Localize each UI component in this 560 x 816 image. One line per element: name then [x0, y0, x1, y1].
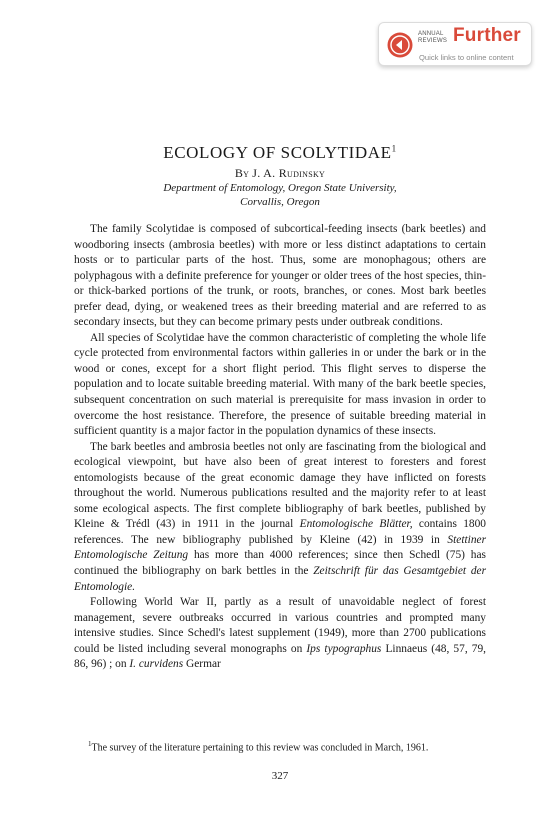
quick-links-caption: Quick links to online content	[419, 53, 514, 62]
paragraph-3: The bark beetles and ambrosia beetles not only are fascinating from the biological and ecological viewpoint, but have also been of great interest to foresters and forest entomologists because of the great economic damage they have inflicted on forests throughout the world. Numerous publications resulted and the majority refer to at least some ecological aspects. The first complete bibliography of bark beetles, published by Kleine & Trédl (43) in 1911 in the journal Entomologische Blätter, contains 1800 references. The new bibliography published by Kleine (42) in 1939 in Stettiner Entomologische Zeitung has more than 4000 references; since then Schedl (75) has continued the bibliography on bark bettles in the Zeitschrift für das Gesamtgebiet der Entomologie.	[74, 440, 487, 593]
author-byline: By J. A. Rudinsky	[234, 166, 326, 180]
page-number: 327	[271, 770, 289, 782]
footnote-mark: 1	[88, 740, 92, 748]
further-label: Further	[453, 25, 521, 46]
title-footnote-mark: 1	[391, 143, 397, 154]
annual-reviews-further-badge[interactable]	[378, 22, 532, 66]
affiliation-line-2: Corvallis, Oregon	[240, 196, 320, 208]
affiliation-line-1: Department of Entomology, Oregon State University,	[163, 182, 397, 194]
paragraph-1: The family Scolytidae is composed of subcortical-feeding insects (bark beetles) and woodboring insects (ambrosia beetles) with more or less distinct adaptations to certain hosts or to particular parts of the host. Thus, some are monophagous; others are polyphagous with a definite preference for younger or older trees of the host species, thin- or thick-barked portions of the trunk, or roots, branches, or cones. Most bark beetles prefer dead, dying, or weakened trees as their breeding material and are referred to as secondary insects, but they can become primary pests under outbreak conditions.	[74, 223, 486, 329]
article-body	[74, 222, 486, 673]
footnote	[74, 738, 486, 754]
paragraph-2: All species of Scolytidae have the common characteristic of completing the whole life cycle protected from environmental factors within galleries in or under the bark or in the wood or cones, except for a short flight period. This flight serves to disperse the population and to locate suitable breeding material. With many of the bark beetle species, subsequent concentration on such material is prerequisite for mass invasion in order to overcome the host resistance. Therefore, the presence of suitable breeding material in sufficient quantity is a major factor in the population dynamics of these insects.	[74, 331, 486, 438]
annual-reviews-wordmark: ANNUAL REVIEWS	[418, 31, 448, 44]
author-name: J. A. Rudinsky	[252, 166, 326, 180]
paragraph-4: Following World War II, partly as a result of unavoidable neglect of forest management, severe outbreaks occurred in various countries and prompted many intensive studies. Since Schedl's latest supplement (1949), more than 2700 publications could be listed including several monographs on Ips typographus Linnaeus (48, 57, 79, 86, 96) ; on I. curvidens Germar	[74, 596, 486, 671]
article-title: ECOLOGY OF SCOLYTIDAE$^1$	[163, 143, 397, 162]
annual-reviews-arrow-icon	[387, 32, 413, 58]
footnote-text: The survey of the literature pertaining to this review was concluded in March, 1961.	[91, 742, 429, 754]
